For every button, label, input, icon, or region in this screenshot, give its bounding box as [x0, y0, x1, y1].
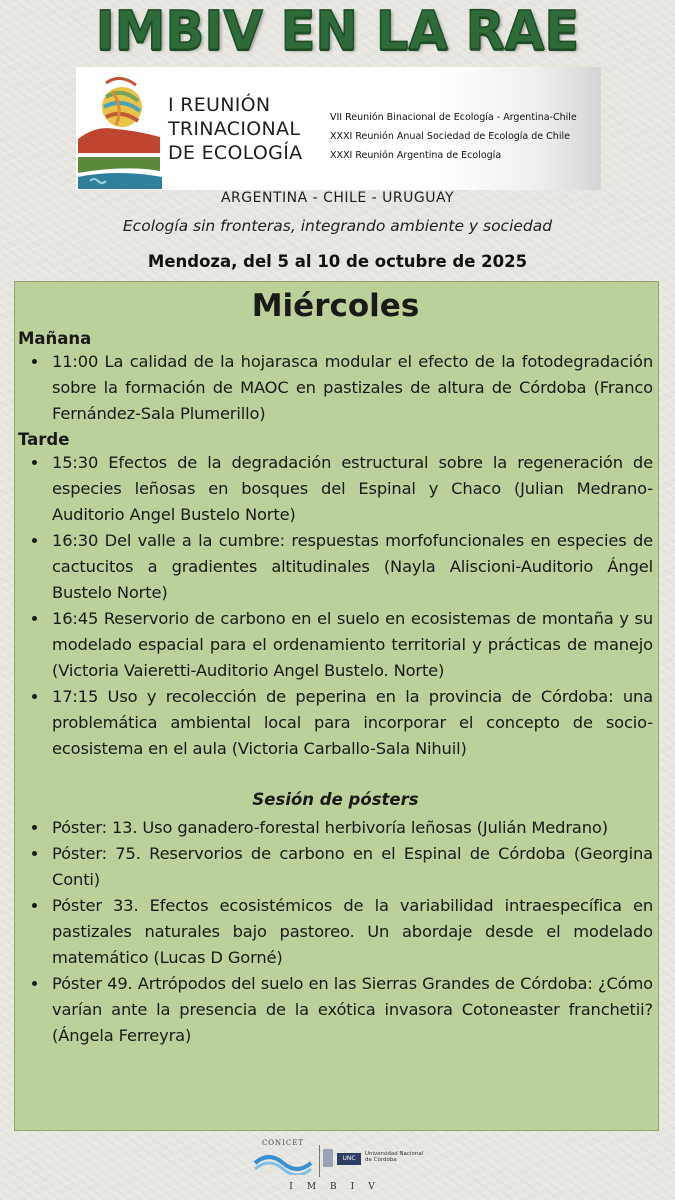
meetings-list — [330, 108, 600, 165]
event-logo-icon — [76, 73, 166, 193]
countries-line: ARGENTINA - CHILE - URUGUAY — [220, 190, 455, 206]
list-item: • 16:45 Reservorio de carbono en el suelo en ecosistemas de montaña y su modelado espacial para el ordenamiento territorial y prácticas de manejo (Victoria Vaieretti-Auditorio Angel Bustelo. Norte) — [49, 606, 653, 684]
list-item: • 17:15 Uso y recolección de peperina en la provincia de Córdoba: una problemática ambiental local para incorporar el concepto de socio-ecosistema en el aula (Victoria Carballo-Sala Nihuil) — [49, 684, 653, 762]
event-dates: Mendoza, del 5 al 10 de octubre de 2025 — [147, 252, 528, 271]
unc-badge: UNC — [337, 1153, 361, 1165]
list-item: • 16:30 Del valle a la cumbre: respuestas morfofuncionales en especies de cactucitos a gradientes altitudinales (Nayla Aliscioni-Auditorio Ángel Bustelo Norte) — [49, 528, 653, 606]
program-panel — [14, 281, 659, 1131]
reunion-line-1: I REUNIÓN — [168, 94, 271, 116]
reunion-line-3: DE ECOLOGÍA — [168, 142, 303, 164]
day-title: Miércoles — [251, 288, 420, 324]
unc-crest-icon — [321, 1145, 335, 1171]
list-item: • Póster 33. Efectos ecosistémicos de la variabilidad intraespecífica en pastizales naturales bajo pastoreo. Un abordaje desde el modelado matemático (Lucas D Gorné) — [49, 893, 653, 971]
morning-label: Mañana — [18, 329, 92, 348]
tagline: Ecología sin fronteras, integrando ambiente y sociedad — [122, 217, 553, 235]
meeting-line: XXXI Reunión Anual Sociedad de Ecología de Chile — [330, 131, 570, 142]
list-item: • 11:00 La calidad de la hojarasca modular el efecto de la fotodegradación sobre la formación de MAOC en pastizales de altura de Córdoba (Franco Fernández-Sala Plumerillo) — [49, 349, 653, 427]
list-item: • 15:30 Efectos de la degradación estructural sobre la regeneración de especies leñosas en bosques del Espinal y Chaco (Julian Medrano-Auditorio Angel Bustelo Norte) — [49, 450, 653, 528]
posters-label: Sesión de pósters — [252, 790, 419, 809]
divider — [319, 1145, 320, 1177]
list-item: • Póster: 13. Uso ganadero-forestal herbivoría leñosas (Julián Medrano) — [49, 815, 653, 841]
list-item: • Póster: 75. Reservorios de carbono en el Espinal de Córdoba (Georgina Conti) — [49, 841, 653, 893]
page-title: IMBIV EN LA RAE — [95, 0, 580, 63]
sponsor-logos — [249, 1139, 429, 1195]
morning-list — [18, 349, 653, 427]
event-header-card — [76, 67, 601, 190]
afternoon-label: Tarde — [18, 430, 70, 449]
imbiv-label: IMBIV — [289, 1182, 389, 1192]
meeting-line: XXXI Reunión Argentina de Ecología — [330, 150, 502, 161]
reunion-title — [168, 93, 328, 165]
reunion-line-2: TRINACIONAL — [168, 118, 301, 140]
meeting-line: VII Reunión Binacional de Ecología - Argentina-Chile — [330, 112, 577, 123]
conicet-label: CONICET — [261, 1139, 305, 1147]
posters-list — [18, 815, 653, 1049]
conicet-logo-icon — [253, 1149, 313, 1175]
list-item: • Póster 49. Artrópodos del suelo en las Sierras Grandes de Córdoba: ¿Cómo varían ante la presencia de la exótica invasora Cotoneaster franchetii? (Ángela Ferreyra) — [49, 971, 653, 1049]
unc-text: Universidad Nacional de Córdoba — [365, 1151, 424, 1163]
afternoon-list — [18, 450, 653, 762]
